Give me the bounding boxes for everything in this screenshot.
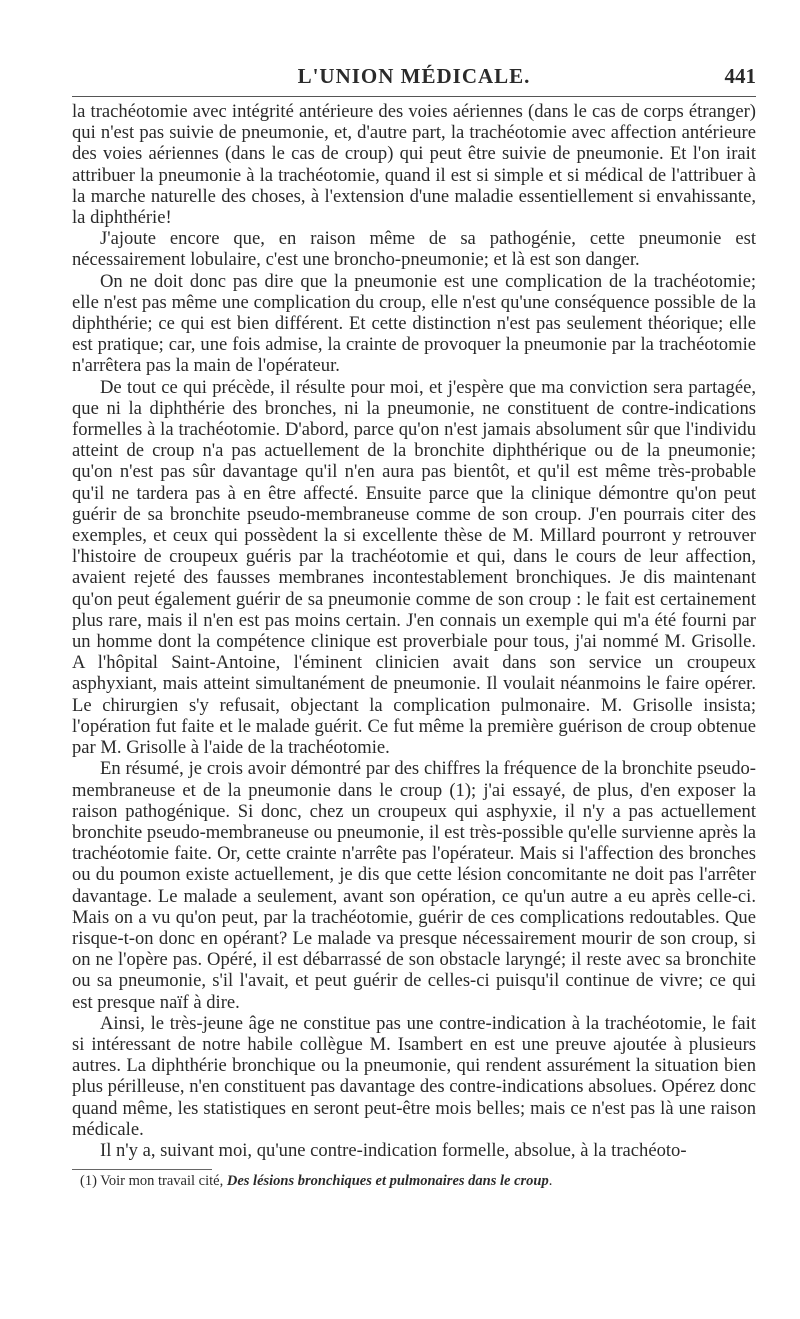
- paragraph: J'ajoute encore que, en raison même de sa pathogénie, cette pneumonie est nécessairement lobulaire, c'est une broncho-pneumonie; et là est son danger.: [72, 228, 756, 271]
- footnote: [72, 1173, 756, 1190]
- footnote-title: Des lésions bronchiques et pulmonaires dans le croup: [226, 1173, 549, 1190]
- paragraph: la trachéotomie avec intégrité antérieure des voies aériennes (dans le cas de corps étranger) qui n'est pas suivie de pneumonie, et, d'autre part, la trachéotomie avec affection antérieure des voies aériennes (dans le cas de croup) qui peut être suivie de pneumonie. Et l'on irait attribuer la pneumonie à la trachéotomie, quand il est si simple et si médical de l'attribuer à la marche naturelle des choses, à l'extension d'une maladie essentiellement si envahissante, la diphthérie!: [72, 101, 756, 229]
- body-text: [72, 101, 756, 1161]
- paragraph: De tout ce qui précède, il résulte pour moi, et j'espère que ma conviction sera partagée, que ni la diphthérie des bronches, ni la pneumonie, ne constituent de contre-indications formelles à la trachéotomie. D'abord, parce qu'on n'est jamais absolument sûr que l'individu atteint de croup n'a pas actuellement de la bronchite diphthérique ou de la pneumonie; qu'on n'est pas sûr davantage qu'il n'en aura pas bientôt, et qu'il est même très-probable qu'il ne tardera pas à en être affecté. Ensuite parce que la clinique démontre qu'on peut guérir de sa bronchite pseudo-membraneuse comme de son croup. J'en pourrais citer des exemples, et ceux qui possèdent la si excellente thèse de M. Millard pourront y retrouver l'histoire de croupeux guéris par la trachéotomie et qui, dans le cours de leur affection, avaient rejeté des fausses membranes incontestablement bronchiques. Je dis maintenant qu'on peut également guérir de sa pneumonie comme de son croup : le fait est certainement plus rare, mais il n'en est pas moins certain. J'en connais un exemple qui m'a été fourni par un homme dont la compétence clinique est proverbiale pour tous, j'ai nommé M. Grisolle. A l'hôpital Saint-Antoine, l'éminent clinicien avait dans son service un croupeux asphyxiant, mais atteint simultanément de pneumonie. Il voulait néanmoins le faire opérer. Le chirurgien s'y refusait, objectant la complication pulmonaire. M. Grisolle insista; l'opération fut faite et le malade guérit. Ce fut même la première guérison de croup obtenue par M. Grisolle à l'aide de la trachéotomie.: [72, 376, 756, 759]
- running-title: L'UNION MÉDICALE.: [297, 64, 531, 88]
- footnote-marker: (1) Voir mon travail cité,: [80, 1173, 224, 1190]
- footnote-end: .: [548, 1173, 553, 1190]
- page-header: [72, 56, 756, 97]
- paragraph: On ne doit donc pas dire que la pneumonie est une complication de la trachéotomie; elle n'est pas même une complication du croup, elle n'est qu'une conséquence possible de la diphthérie; ce qui est bien différent. Et cette distinction n'est pas seulement théorique; elle est pratique; car, une fois admise, la crainte de provoquer la pneumonie par la trachéotomie n'arrêtera pas la main de l'opérateur.: [72, 270, 756, 377]
- footnote-divider: [72, 1169, 212, 1170]
- page-number: 441: [724, 64, 756, 88]
- paragraph: Ainsi, le très-jeune âge ne constitue pas une contre-indication à la trachéotomie, le fait si intéressant de notre habile collègue M. Isambert en est une preuve ajoutée à plusieurs autres. La diphthérie bronchique ou la pneumonie, qui rendent assurément la situation bien plus périlleuse, n'en constituent pas davantage des contre-indications absolues. Opérez donc quand même, les statistiques en seront peut-être mois belles; mais ce n'est pas là une raison médicale.: [72, 1012, 756, 1140]
- paragraph: Il n'y a, suivant moi, qu'une contre-indication formelle, absolue, à la trachéoto-: [100, 1139, 687, 1161]
- paragraph: En résumé, je crois avoir démontré par des chiffres la fréquence de la bronchite pseudo-membraneuse et de la pneumonie dans le croup (1); j'ai essayé, de plus, d'en exposer la raison pathogénique. Si donc, chez un croupeux qui asphyxie, il n'y a pas actuellement bronchite pseudo-membraneuse ou pneumonie, il est très-possible qu'elle survienne après la trachéotomie faite. Or, cette crainte n'arrête pas l'opérateur. Mais si l'affection des bronches ou du poumon existe actuellement, je dis que cette lésion concomitante ne doit pas l'arrêter davantage. Le malade a seulement, avant son opération, ce qu'un autre a eu après celle-ci. Mais on a vu qu'on peut, par la trachéotomie, guérir de ces complications redoutables. Que risque-t-on donc en opérant? Le malade va presque nécessairement mourir de son croup, si on ne l'opère pas. Opéré, il est débarrassé de son obstacle laryngé; il reste avec sa bronchite ou sa pneumonie, s'il l'avait, et peut guérir de celles-ci puisqu'il continue de vivre; ce qui est presque naïf à dire.: [72, 758, 756, 1013]
